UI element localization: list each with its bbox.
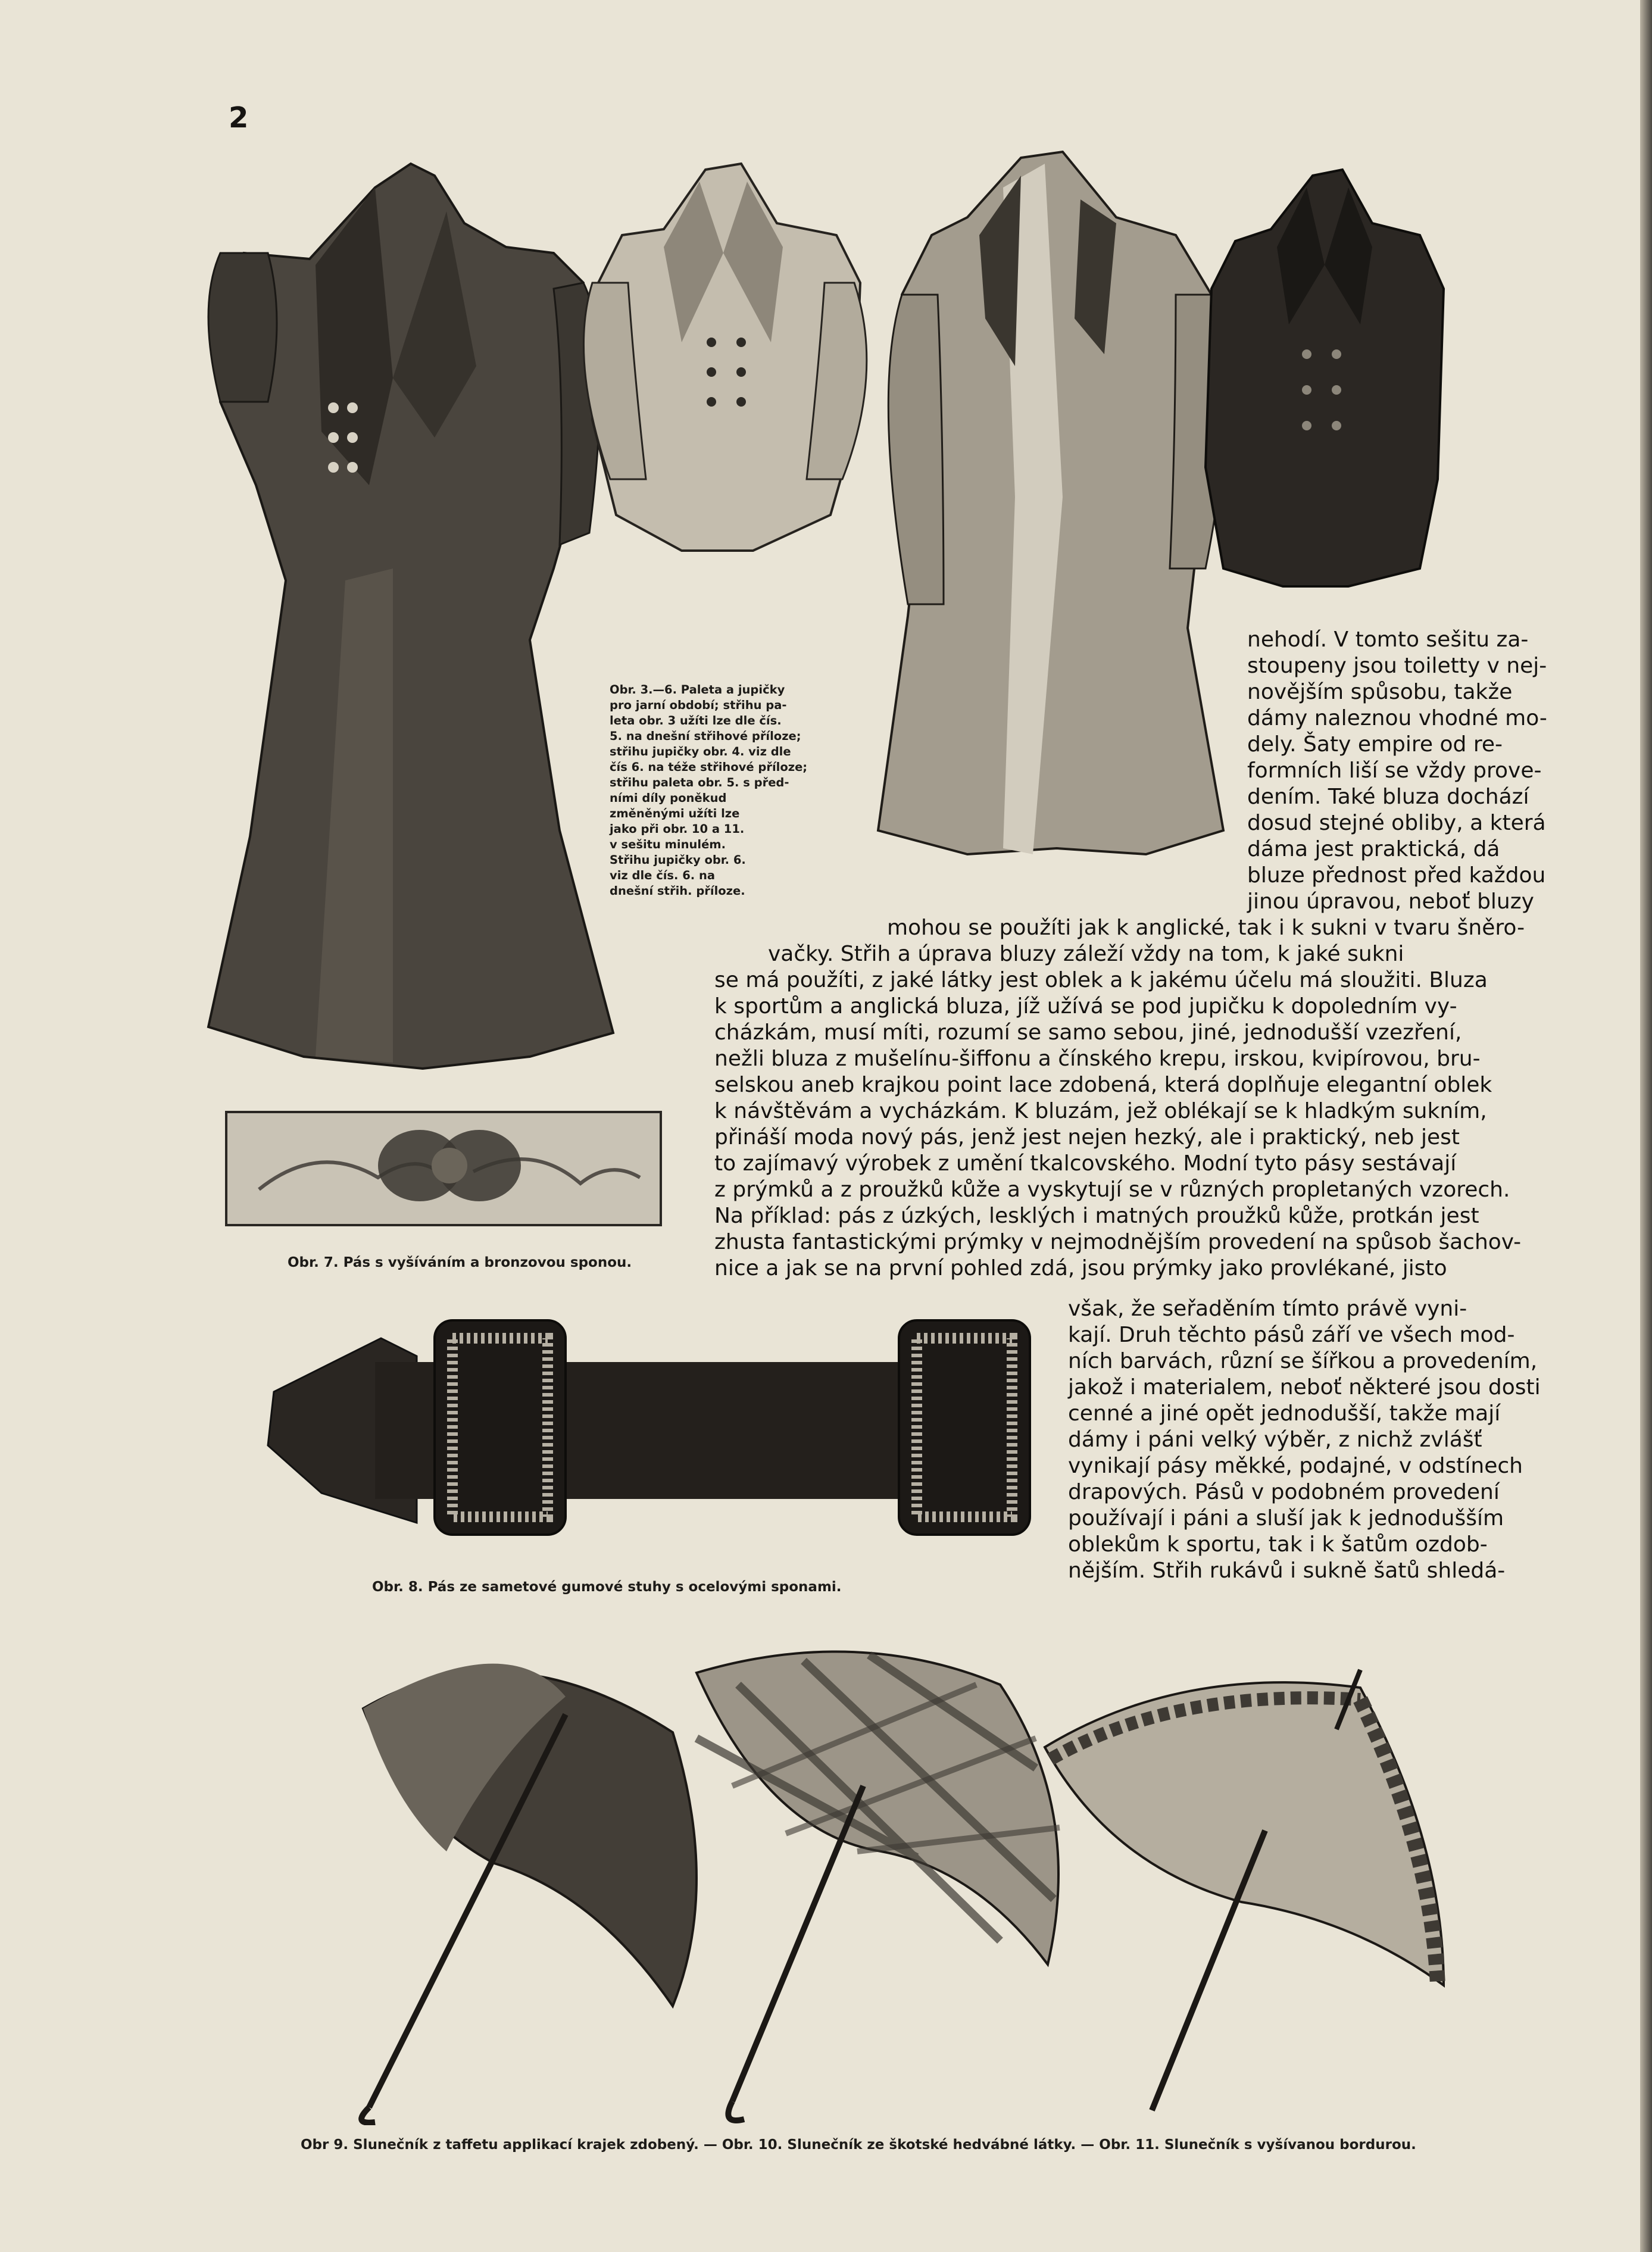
text-line: mohou se použíti jak k anglické, tak i k sukni v tvaru šněro- (887, 916, 1525, 940)
caption-line: Střihu jupičky obr. 6. (610, 853, 746, 867)
text-line: cházkám, musí míti, rozumí se samo sebou, jiné, jednodušší vzezření, (714, 1020, 1462, 1045)
coat-illustration-fig3 (196, 152, 637, 1080)
text-line: dámy i páni velký výběr, z nichž zvlášť (1068, 1428, 1482, 1452)
caption-line: leta obr. 3 užíti lze dle čís. (610, 714, 782, 727)
text-line: nežli bluza z mušelínu-šiffonu a čínského krepu, irskou, kvipírovou, bru- (714, 1047, 1481, 1071)
article-text-lower-column (1068, 1296, 1580, 1584)
jacket-illustration-fig4 (574, 146, 872, 563)
text-line: k sportům a anglická bluza, jíž užívá se pod jupičku k dopoledním vy- (714, 994, 1457, 1019)
page-number: 2 (229, 101, 249, 135)
text-line: ních barvách, různí se šířkou a provedením, (1068, 1349, 1538, 1373)
text-line: vynikají pásy měkké, podajné, v odstínech (1068, 1454, 1523, 1478)
text-line: to zajímavý výrobek z umění tkalcovského. Modní tyto pásy sestávají (714, 1151, 1457, 1176)
text-line: nehodí. V tomto sešitu za- (1247, 627, 1529, 652)
text-line: dosud stejné obliby, a která (1247, 811, 1546, 835)
caption-line: v sešitu minulém. (610, 838, 726, 851)
caption-line: jako při obr. 10 a 11. (610, 822, 745, 836)
text-line: jakož i materialem, neboť některé jsou dosti (1068, 1375, 1541, 1400)
text-line: se má použíti, z jaké látky jest oblek a k jakému účelu má sloužiti. Bluza (714, 968, 1488, 992)
text-line: dením. Také bluza dochází (1247, 785, 1529, 809)
text-line: stoupeny jsou toiletty v nej- (1247, 654, 1547, 678)
text-line: z prýmků a z proužků kůže a vyskytují se v různých propletaných vzorech. (714, 1177, 1510, 1202)
caption-fig3-6 (610, 682, 848, 899)
text-line: nějším. Střih rukávů i sukně šatů shledá- (1068, 1558, 1506, 1583)
caption-fig7: Obr. 7. Pás s vyšíváním a bronzovou sponou. (288, 1255, 632, 1270)
text-line: používají i páni a sluší jak k jednodušším (1068, 1506, 1504, 1531)
caption-line: 5. na dnešní střihové příloze; (610, 729, 801, 743)
text-line: jinou úpravou, neboť bluzy (1247, 889, 1534, 914)
coat-illustration-fig5 (866, 140, 1247, 878)
caption-line: ními díly poněkud (610, 791, 727, 805)
text-line: formních liší se vždy prove- (1247, 758, 1542, 783)
text-line: zhusta fantastickými prýmky v nejmodnějším provedení na spůsob šachov- (714, 1230, 1522, 1254)
text-line: přináší moda nový pás, jenž jest nejen hezký, ale i praktický, neb jest (714, 1125, 1460, 1150)
caption-line: dnešní střih. příloze. (610, 884, 745, 898)
parasol-illustration-fig11 (1027, 1652, 1479, 2125)
belt-illustration-fig7 (223, 1106, 664, 1231)
text-line: drapových. Pásů v podobném provedení (1068, 1480, 1500, 1504)
text-line: dely. Šaty empire od re- (1247, 732, 1503, 757)
text-line: nice a jak se na první pohled zdá, jsou prýmky jako provlékané, jisto (714, 1256, 1447, 1280)
caption-line: viz dle čís. 6. na (610, 869, 716, 882)
caption-line: střihu jupičky obr. 4. viz dle (610, 745, 791, 758)
text-line: novějším spůsobu, takže (1247, 680, 1513, 704)
text-line: však, že seřaděním tímto právě vyni- (1068, 1297, 1467, 1321)
text-line: cenné a jiné opět jednodušší, takže mají (1068, 1401, 1501, 1426)
page-binding-edge (1640, 0, 1652, 2252)
text-line: bluze přednost před každou (1247, 863, 1546, 888)
caption-line: střihu paleta obr. 5. s před- (610, 776, 789, 789)
article-text-wide-block (714, 915, 1572, 1282)
text-line: Na příklad: pás z úzkých, lesklých i matných proužků kůže, protkán jest (714, 1204, 1479, 1228)
text-line: oblekům k sportu, tak i k šatům ozdob- (1068, 1532, 1488, 1557)
text-line: vačky. Střih a úprava bluzy záleží vždy na tom, k jaké sukni (768, 942, 1404, 966)
text-line: dáma jest praktická, dá (1247, 837, 1500, 861)
text-line: selskou aneb krajkou point lace zdobená, která doplňuje elegantní oblek (714, 1073, 1492, 1097)
caption-fig8: Obr. 8. Pás ze sametové gumové stuhy s ocelovými sponami. (372, 1579, 842, 1595)
caption-line: pro jarní období; střihu pa- (610, 698, 787, 712)
caption-line: změněnými užíti lze (610, 807, 740, 820)
text-line: kají. Druh těchto pásů září ve všech mod- (1068, 1323, 1515, 1347)
article-text-right-column (1247, 627, 1581, 915)
belt-illustration-fig8 (238, 1303, 1054, 1553)
caption-fig9-11: Obr 9. Slunečník z taffetu applikací krajek zdobený. — Obr. 10. Slunečník ze škotské hedvábné látky. — Obr. 11. Slunečník s vyšívanou bordurou. (301, 2137, 1416, 2153)
caption-line: čís 6. na téže střihové příloze; (610, 760, 808, 774)
jacket-illustration-fig6 (1200, 158, 1450, 592)
text-line: k návštěvám a vycházkám. K bluzám, jež oblékají se k hladkým sukním, (714, 1099, 1487, 1123)
text-line: dámy naleznou vhodné mo- (1247, 706, 1547, 730)
caption-line: Obr. 3.—6. Paleta a jupičky (610, 683, 785, 696)
